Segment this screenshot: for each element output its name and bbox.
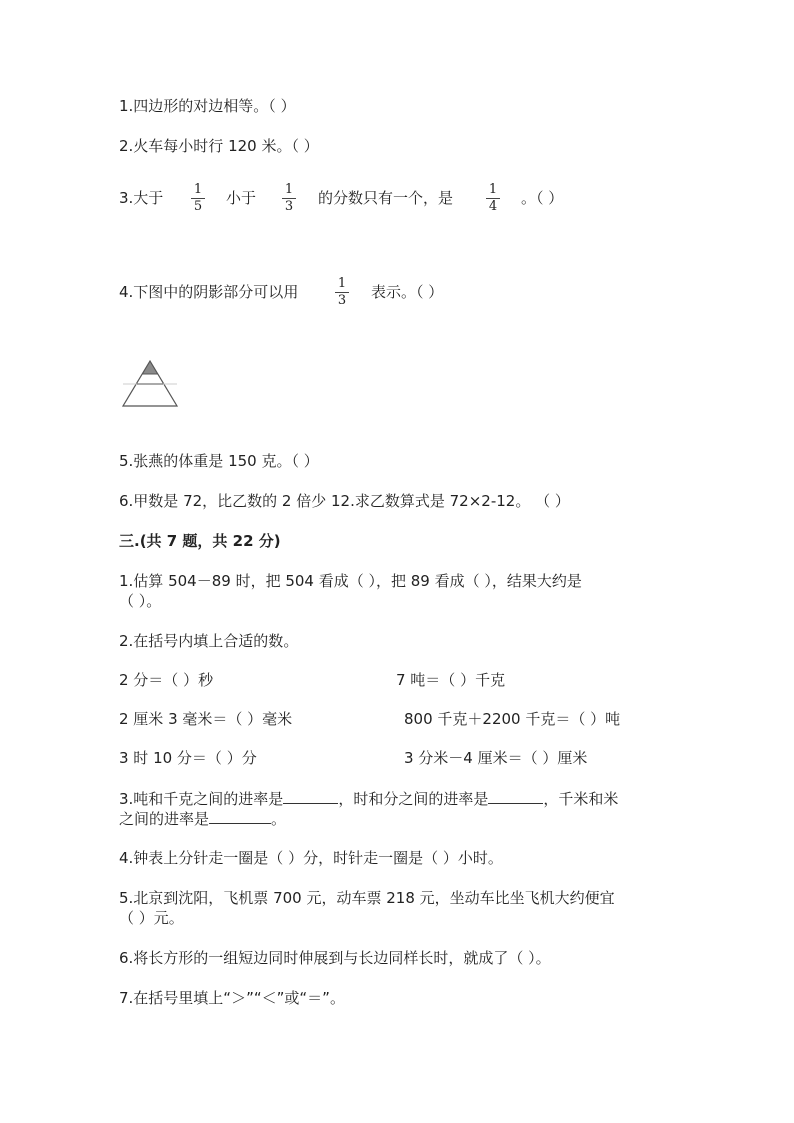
- q4-text-a: 4.下图中的阴影部分可以用: [119, 283, 299, 301]
- tf-question-5: 5.张燕的体重是 150 克。（ ）: [119, 452, 319, 470]
- q3-part-4: 之间的进率是: [119, 810, 210, 828]
- conversion-right-1: 7 吨＝（ ）千克: [396, 671, 506, 689]
- answer-blank[interactable]: [283, 789, 338, 804]
- tf-question-2: 2.火车每小时行 120 米。（ ）: [119, 137, 319, 155]
- s3-question-1-line2: （ ）。: [119, 592, 162, 610]
- fraction-denominator: 4: [488, 199, 498, 214]
- s3-question-3-line1: [119, 789, 618, 809]
- fraction-numerator: 1: [284, 182, 294, 197]
- conversion-left-2: 2 厘米 3 毫米＝（ ）毫米: [119, 710, 293, 728]
- q3-part-2: ，时和分之间的进率是: [338, 790, 489, 808]
- fraction-one-third: [282, 183, 296, 214]
- fraction-one-third: [335, 277, 349, 308]
- conversion-left-3: 3 时 10 分＝（ ）分: [119, 749, 257, 767]
- q3-part-3: ，千米和米: [543, 790, 619, 808]
- shaded-region: [142, 361, 158, 374]
- q3-text-d: 。（ ）: [521, 189, 564, 207]
- q3-part-5: 。: [271, 810, 287, 828]
- s3-question-4: 4.钟表上分针走一圈是（ ）分，时针走一圈是（ ）小时。: [119, 849, 503, 867]
- conversion-left-1: 2 分＝（ ）秒: [119, 671, 214, 689]
- conversion-right-2: 800 千克＋2200 千克＝（ ）吨: [404, 710, 621, 728]
- shaded-triangle-figure: [120, 358, 180, 410]
- fraction-numerator: 1: [337, 276, 347, 291]
- answer-blank[interactable]: [209, 809, 271, 824]
- s3-question-6: 6.将长方形的一组短边同时伸展到与长边同样长时，就成了（ ）。: [119, 949, 551, 967]
- s3-question-1-line1: 1.估算 504－89 时，把 504 看成（ ），把 89 看成（ ），结果大约是: [119, 572, 582, 590]
- conversion-right-3: 3 分米－4 厘米＝（ ）厘米: [404, 749, 588, 767]
- fraction-numerator: 1: [488, 182, 498, 197]
- s3-question-2: 2.在括号内填上合适的数。: [119, 632, 299, 650]
- fraction-one-fourth: [486, 183, 500, 214]
- answer-blank[interactable]: [488, 789, 543, 804]
- s3-question-5-line2: （ ）元。: [119, 909, 184, 927]
- fraction-denominator: 3: [284, 199, 294, 214]
- fraction-denominator: 5: [193, 199, 203, 214]
- fraction-one-fifth: [191, 183, 205, 214]
- q3-text-c: 的分数只有一个，是: [318, 189, 454, 207]
- q3-part-1: 3.吨和千克之间的进率是: [119, 790, 284, 808]
- q4-text-b: 表示。（ ）: [371, 283, 444, 301]
- q3-text-b: 小于: [226, 189, 257, 207]
- s3-question-3-line2: [119, 809, 286, 829]
- fraction-denominator: 3: [337, 293, 347, 308]
- q3-text-a: 3.大于: [119, 189, 164, 207]
- tf-question-6: 6.甲数是 72，比乙数的 2 倍少 12.求乙数算式是 72×2-12。 （ ）: [119, 492, 570, 510]
- tf-question-1: 1.四边形的对边相等。（ ）: [119, 97, 296, 115]
- section-heading: 三.(共 7 题，共 22 分): [119, 532, 281, 550]
- s3-question-5-line1: 5.北京到沈阳，飞机票 700 元，动车票 218 元，坐动车比坐飞机大约便宜: [119, 889, 615, 907]
- fraction-numerator: 1: [193, 182, 203, 197]
- s3-question-7: 7.在括号里填上“＞”“＜”或“＝”。: [119, 989, 345, 1007]
